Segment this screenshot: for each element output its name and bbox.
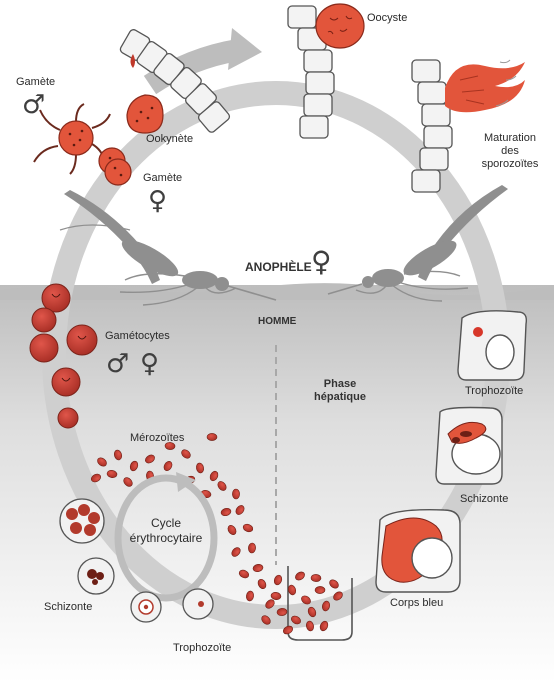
gametocyte-male-icon: ♂ [106,349,130,379]
merozoite-cell [315,586,325,594]
cycle-arrow-head [228,28,262,70]
label-cycle-erythrocytaire [126,516,206,546]
merozoite-cell [207,433,217,440]
merozoite-cell [232,489,239,499]
label-ookynete: Ookynète [146,133,194,145]
label-gamete-female: Gamète [143,172,183,184]
label-schizonte-liver: Schizonte [460,493,509,505]
label-homme: HOMME [258,316,297,327]
sporozoite-maturation [445,60,525,112]
gametocyte-female-icon: ♀ [140,349,160,379]
label-cycle-line1: Cycle [150,516,181,530]
label-oocyste: Oocyste [367,12,408,24]
label-corps-bleu: Corps bleu [390,597,444,609]
label-maturation-line3: sporozoïtes [481,158,539,170]
label-maturation-line1: Maturation [484,132,536,144]
male-gamete [34,104,110,174]
liver-cell-trophozoite [458,311,526,380]
oocyst [316,4,364,48]
label-gamete-male: Gamète [16,76,56,88]
label-cycle-line2: érythrocytaire [129,531,203,545]
male-symbol-icon: ♂ [22,90,46,120]
label-trophozoite-blood: Trophozoïte [173,642,232,654]
female-symbol-icon: ♀ [148,186,168,216]
label-phase-line1: Phase [323,378,357,390]
label-phase-hepatique [300,378,380,404]
liver-cell-schizont [436,408,502,485]
label-gametocytes: Gamétocytes [105,330,170,342]
label-phase-line2: hépatique [314,391,366,403]
merozoite-cell [311,574,321,582]
label-trophozoite-liver: Trophozoïte [465,385,524,397]
label-anophele: ANOPHÈLE [245,260,312,274]
label-maturation [470,132,550,171]
anophele-female-icon: ♀ [311,245,332,278]
label-merozoites: Mérozoïtes [130,432,185,444]
label-schizonte-blood: Schizonte [44,601,93,613]
liver-cell-corps-bleu [376,510,460,592]
label-maturation-line2: des [501,145,519,157]
